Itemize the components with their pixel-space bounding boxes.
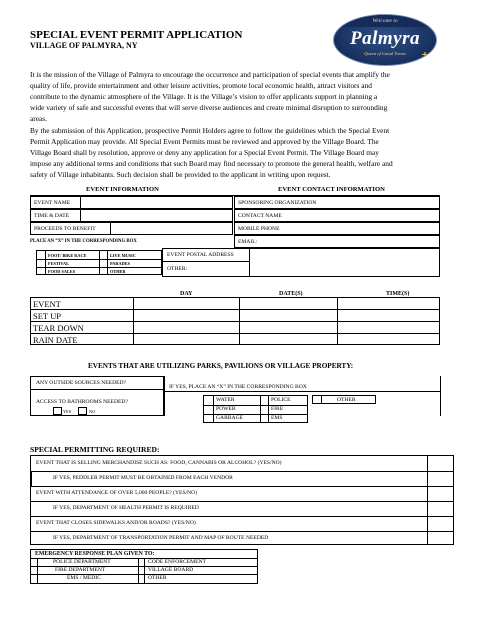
- event-type-grid: [36, 250, 162, 275]
- page-subtitle: VILLAGE OF PALMYRA, NY: [30, 41, 138, 50]
- emergency-police: POLICE DEPARTMENT: [53, 559, 111, 565]
- place-x-instruction: PLACE AN “X” IN THE CORRESPONDING BOX: [30, 239, 137, 244]
- postal-other-label: OTHER:: [167, 266, 188, 272]
- outside-sources-label: ANY OUTSIDE SOURCES NEEDED?: [36, 380, 127, 386]
- schedule-row-raindate: RAIN DATE: [33, 335, 78, 345]
- emergency-ems: EMS / MEDIC: [67, 575, 101, 581]
- event-name-field[interactable]: [30, 196, 233, 209]
- event-type-parades: PARADES: [110, 261, 130, 266]
- service-water: WATER: [216, 397, 235, 403]
- logo-welcome: Welcome to: [372, 18, 398, 24]
- contact-info-heading: EVENT CONTACT INFORMATION: [278, 186, 385, 193]
- sponsoring-org-label: SPONSORING ORGANIZATION: [238, 200, 317, 206]
- postal-address-label: EVENT POSTAL ADDRESS: [167, 252, 234, 258]
- bathrooms-yes-label: YES: [63, 409, 72, 414]
- email-label: EMAIL:: [238, 239, 258, 245]
- bathrooms-yes-checkbox[interactable]: [53, 407, 62, 415]
- special-permit-table: [30, 455, 454, 545]
- schedule-row-setup: SET UP: [33, 311, 61, 321]
- service-ems: EMS: [271, 415, 283, 421]
- intro-line: impose any additional terms and conditions that such Board may find necessary to promote the general health, welfare and: [30, 159, 393, 168]
- special-permitting-heading: SPECIAL PERMITTING REQUIRED:: [30, 445, 160, 454]
- schedule-header-times: TIME(S): [386, 291, 410, 297]
- mobile-phone-label: MOBILE PHONE: [238, 226, 280, 232]
- bathrooms-no-checkbox[interactable]: [78, 407, 87, 415]
- intro-line: safety of Village inhabitants. Such decision shall be provided to the applicant in writing upon request.: [30, 170, 331, 179]
- emergency-fire: FIRE DEPARTMENT: [55, 567, 106, 573]
- schedule-row-event: EVENT: [33, 299, 61, 309]
- roads-answer[interactable]: [427, 516, 453, 530]
- event-info-heading: EVENT INFORMATION: [86, 186, 159, 193]
- event-type-foot-bike: FOOT/ BIKE RACE: [48, 253, 87, 258]
- special-roads-question: EVENT THAT CLOSES SIDEWALKS AND/OR ROADS? (YES/NO): [36, 520, 196, 526]
- emergency-table: [30, 549, 258, 584]
- logo-name: Palmyra: [350, 28, 420, 49]
- if-yes-instruction: IF YES, PLACE AN “X” IN THE CORRESPONDING BOX: [169, 384, 307, 390]
- bathrooms-no-label: NO: [89, 409, 96, 414]
- intro-line: It is the mission of the Village of Palmyra to encourage the occurrence and participation of special events that amplify the: [30, 70, 390, 79]
- attendance-answer[interactable]: [427, 486, 453, 500]
- sponsoring-org-field[interactable]: [234, 196, 440, 209]
- intro-line: Permit Application may provide. All Special Event Permits must be reviewed and approved by the Village Board. The: [30, 137, 379, 146]
- contact-name-label: CONTACT NAME: [238, 213, 282, 219]
- intro-paragraph-mission: [30, 69, 390, 124]
- intro-line: By the submission of this Application, prospective Permit Holders agree to follow the guidelines which the Special Event: [30, 126, 390, 135]
- event-type-festival: FESTIVAL: [48, 261, 69, 266]
- parks-heading: EVENTS THAT ARE UTILIZING PARKS, PAVILIONS OR VILLAGE PROPERTY:: [88, 362, 354, 370]
- outside-sources-box[interactable]: [30, 376, 164, 416]
- proceeds-label: PROCEEDS TO BENEFIT: [34, 226, 96, 232]
- services-grid: [203, 395, 308, 423]
- checkbox-foot-bike[interactable]: [36, 250, 45, 258]
- service-other-label: OTHER: [337, 397, 356, 403]
- intro-line: areas.: [30, 114, 48, 123]
- special-attendance-question: EVENT WITH ATTENDANCE OF OVER 5,000 PEOPLE? (YES/NO): [36, 490, 198, 496]
- postal-address-field[interactable]: [162, 248, 440, 277]
- schedule-header-day: DAY: [180, 291, 193, 297]
- emergency-code-enforcement: CODE ENFORCEMENT: [148, 559, 206, 565]
- anchor-icon: [420, 51, 430, 63]
- service-garbage: GARBAGE: [216, 415, 244, 421]
- proceeds-field[interactable]: [30, 222, 233, 235]
- intro-paragraph-submission: [30, 125, 393, 180]
- special-merchandise-question: EVENT THAT IS SELLING MERCHANDISE SUCH AS: FOOD, CANNABIS OR ALCOHOL? (YES/NO): [36, 460, 282, 466]
- intro-line: wide variety of safe and successful events that will serve diverse audiences and create minimal disruption to surrounding: [30, 103, 388, 112]
- merchandise-answer[interactable]: [427, 456, 453, 470]
- schedule-table: [30, 297, 440, 345]
- intro-line: contribute to the dynamic atmosphere of the Village. It is the Village’s vision to offer applicants support in planning a: [30, 92, 378, 101]
- palmyra-logo: [333, 14, 437, 66]
- schedule-row-teardown: TEAR DOWN: [33, 323, 84, 333]
- event-type-other: OTHER: [110, 269, 126, 274]
- service-police: POLICE: [271, 397, 291, 403]
- email-field[interactable]: [234, 235, 440, 248]
- emergency-village-board: VILLAGE BOARD: [148, 567, 194, 573]
- special-attendance-note: IF YES, DEPARTMENT OF HEALTH PERMIT IS REQUIRED: [53, 505, 199, 511]
- emergency-heading: EMERGENCY RESPONSE PLAN GIVEN TO:: [35, 551, 155, 557]
- special-merchandise-note: IF YES, PEDDLER PERMIT MUST BE OBTAINED FROM EACH VENDOR: [53, 475, 233, 481]
- bathrooms-label: ACCESS TO BATHROOMS NEEDED?: [36, 399, 128, 405]
- schedule-header-dates: DATE(S): [279, 291, 303, 297]
- intro-line: quality of life, provide entertainment and other leisure activities, promote local economic health, attract visitors and: [30, 81, 372, 90]
- event-type-food-sales: FOOD SALES: [48, 269, 76, 274]
- event-type-live-music: LIVE MUSIC: [110, 253, 136, 258]
- service-power: POWER: [216, 406, 236, 412]
- special-roads-note: IF YES, DEPARTMENT OF TRANSPORTATION PERMIT AND MAP OF ROUTE NEEDED: [53, 535, 269, 541]
- service-fire: FIRE: [271, 406, 284, 412]
- contact-name-field[interactable]: [234, 209, 440, 222]
- page-title: SPECIAL EVENT PERMIT APPLICATION: [30, 29, 243, 41]
- emergency-other: OTHER: [148, 575, 167, 581]
- logo-tagline: Queen of Canal Towns: [364, 51, 406, 56]
- service-other-box[interactable]: [312, 395, 376, 404]
- time-date-label: TIME & DATE: [34, 213, 70, 219]
- mobile-phone-field[interactable]: [234, 222, 440, 235]
- intro-line: Village Board shall by resolution, approve or deny any application for a Special Event Permit. The Village Board may: [30, 148, 379, 157]
- event-name-label: EVENT NAME: [34, 200, 71, 206]
- time-date-field[interactable]: [30, 209, 233, 222]
